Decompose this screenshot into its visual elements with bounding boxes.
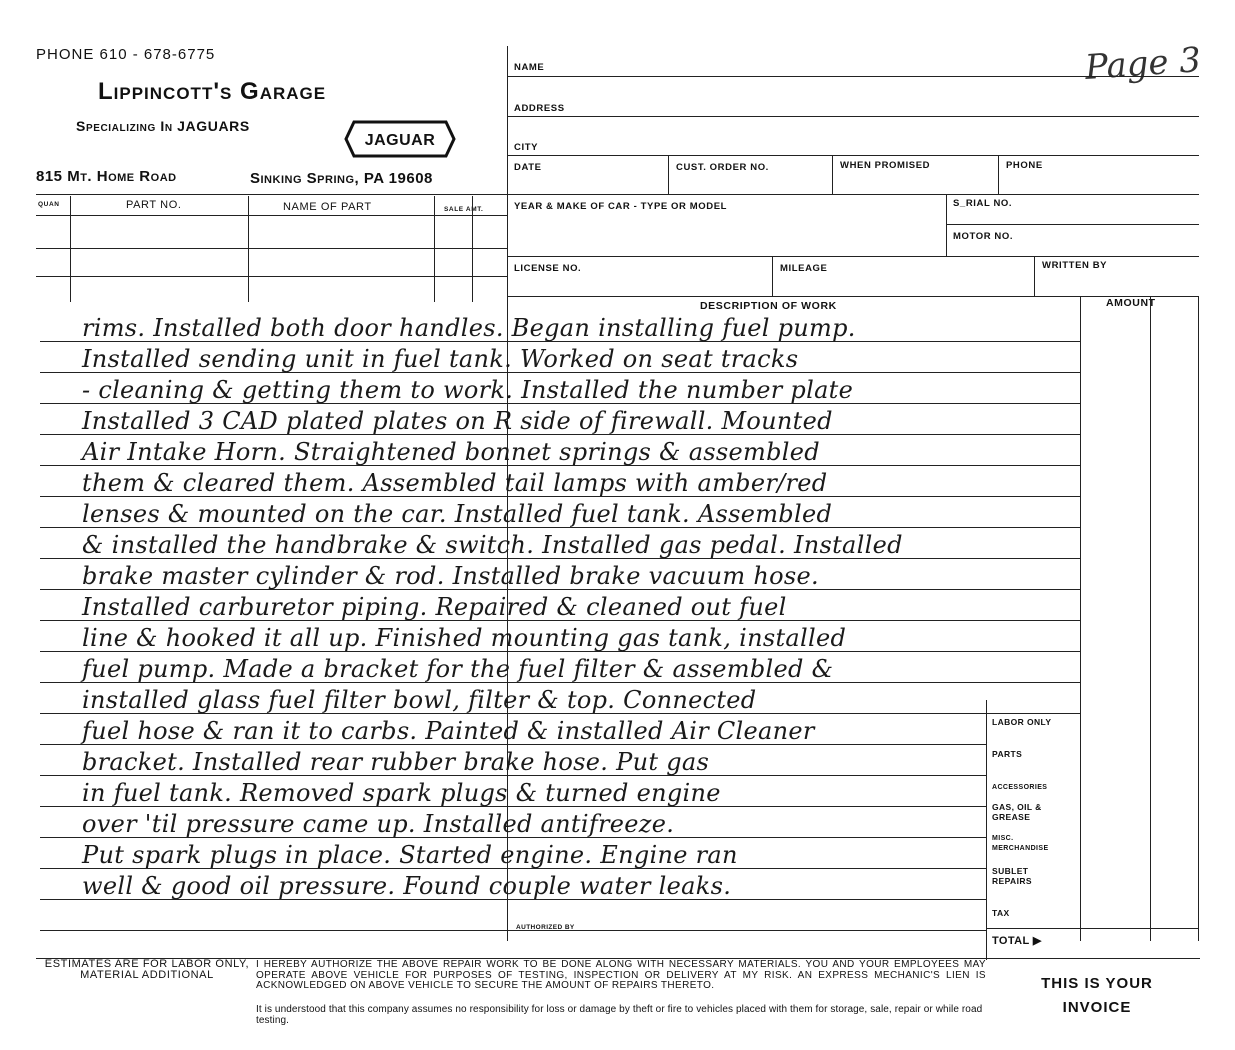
work-line: - cleaning & getting them to work. Installed the number plate (82, 376, 854, 404)
work-line: Installed sending unit in fuel tank. Worked on seat tracks (82, 345, 799, 373)
work-line: well & good oil pressure. Found couple water leaks. (82, 872, 732, 900)
logo-text: JAGUAR (364, 132, 436, 149)
serial-line (946, 224, 1199, 225)
written-by-label: WRITTEN BY (1042, 260, 1108, 271)
shop-street: 815 Mt. Home Road (36, 168, 177, 185)
work-line: fuel hose & ran it to carbs. Painted & installed Air Cleaner (82, 717, 815, 745)
divider (70, 196, 71, 302)
amount-heading: AMOUNT (1106, 297, 1156, 309)
mileage-label: MILEAGE (780, 263, 828, 274)
jaguar-logo (344, 120, 456, 158)
shop-phone: PHONE 610 - 678-6775 (36, 46, 216, 63)
work-line: Installed carburetor piping. Repaired & cleaned out fuel (82, 593, 787, 621)
authorized-by-label: AUTHORIZED BY (516, 924, 575, 931)
total-label: TOTAL ▶ (992, 935, 1042, 947)
work-line: Installed 3 CAD plated plates on R side of firewall. Mounted (82, 407, 833, 435)
labor-only-label: LABOR ONLY (992, 717, 1052, 727)
authorization-text: I HEREBY AUTHORIZE THE ABOVE REPAIR WORK TO BE DONE ALONG WITH NECESSARY MATERIALS. YOU AND YOUR EMPLOYEES MAY OPERATE ABOVE VEHICLE FOR PURPOSES OF TESTING, INSPECTION OR DELIVERY AT MY RISK. AN EXPRESS MECHANIC'S LIEN IS ACKNOWLEDGED ON ABOVE VEHICLE TO SECURE THE AMOUNT OF REPAIRS THERETO. (256, 959, 986, 991)
header-bottom-line (36, 194, 507, 195)
year-make-label: YEAR & MAKE OF CAR - TYPE OR MODEL (514, 201, 728, 212)
divider (772, 256, 773, 296)
name-line (507, 76, 1199, 77)
divider (668, 155, 669, 195)
divider (998, 155, 999, 195)
license-label: LICENSE NO. (514, 263, 582, 274)
name-of-part-label: NAME OF PART (283, 201, 372, 213)
date-label: DATE (514, 162, 542, 173)
divider (946, 194, 947, 256)
city-line (507, 155, 1199, 156)
divider (434, 196, 435, 302)
work-line: fuel pump. Made a bracket for the fuel filter & assembled & (82, 655, 834, 683)
divider (472, 196, 473, 302)
sale-amt-label: SALE AMT. (444, 206, 484, 213)
address-line (507, 116, 1199, 117)
description-heading: DESCRIPTION OF WORK (700, 300, 837, 312)
name-label: NAME (514, 62, 545, 73)
divider (1034, 256, 1035, 296)
page-number-note: Page 3 (1083, 40, 1203, 88)
parts-row-line (36, 276, 507, 277)
sublet-repairs-label: SUBLET REPAIRS (992, 866, 1032, 886)
when-promised-label: WHEN PROMISED (840, 160, 931, 171)
work-line: rims. Installed both door handles. Began installing fuel pump. (82, 314, 856, 342)
ruled-line (40, 930, 986, 931)
accessories-label: ACCESSORIES (992, 784, 1048, 791)
address-label: ADDRESS (514, 103, 565, 114)
work-line: brake master cylinder & rod. Installed brake vacuum hose. (82, 562, 819, 590)
city-label: CITY (514, 142, 539, 153)
business-name: Lippincott's Garage (98, 78, 327, 105)
amount-right-line (1198, 296, 1199, 941)
work-line: Air Intake Horn. Straightened bonnet springs & assembled (82, 438, 820, 466)
parts-charge-label: PARTS (992, 749, 1023, 759)
charges-divider (986, 700, 987, 960)
work-line: over 'til pressure came up. Installed antifreeze. (82, 810, 675, 838)
date-row-line (507, 194, 1199, 195)
tax-label: TAX (992, 908, 1010, 918)
work-line: lenses & mounted on the car. Installed fuel tank. Assembled (82, 500, 833, 528)
license-row-line (507, 296, 1199, 297)
work-line: line & hooked it all up. Finished mounting gas tank, installed (82, 624, 847, 652)
parts-row-line (36, 248, 507, 249)
work-line: installed glass fuel filter bowl, filter & top. Connected (82, 686, 757, 714)
estimates-notice: ESTIMATES ARE FOR LABOR ONLY, MATERIAL ADDITIONAL (44, 958, 250, 981)
work-line: them & cleared them. Assembled tail lamps with amber/red (82, 469, 828, 497)
work-line: in fuel tank. Removed spark plugs & turned engine (82, 779, 721, 807)
part-no-label: PART NO. (126, 199, 182, 211)
work-line: & installed the handbrake & switch. Installed gas pedal. Installed (82, 531, 903, 559)
invoice-notice: THIS IS YOUR INVOICE (1041, 975, 1153, 1016)
amount-cents-line (1150, 296, 1151, 941)
phone-label: PHONE (1006, 160, 1043, 171)
tax-line (986, 928, 1198, 929)
cust-order-label: CUST. ORDER NO. (676, 162, 769, 173)
divider (248, 196, 249, 302)
divider (832, 155, 833, 195)
serial-label: S_RIAL NO. (953, 198, 1013, 209)
work-line: bracket. Installed rear rubber brake hose. Put gas (82, 748, 710, 776)
specialty-text: Specializing In JAGUARS (76, 118, 250, 134)
year-row-line (507, 256, 1199, 257)
misc-merchandise-label: MISC. MERCHANDISE (992, 835, 1049, 852)
work-line: Put spark plugs in place. Started engine. Engine ran (82, 841, 738, 869)
amount-col-line (1080, 296, 1081, 941)
shop-city: Sinking Spring, PA 19608 (250, 170, 433, 187)
liability-text: It is understood that this company assumes no responsibility for loss or damage by theft or fire to vehicles placed with them for storage, sale, repair or while road testing. (256, 1004, 983, 1026)
parts-header-line (36, 215, 507, 216)
gas-oil-label: GAS, OIL & GREASE (992, 802, 1042, 822)
motor-label: MOTOR NO. (953, 231, 1014, 242)
quan-label: QUAN (38, 201, 60, 208)
